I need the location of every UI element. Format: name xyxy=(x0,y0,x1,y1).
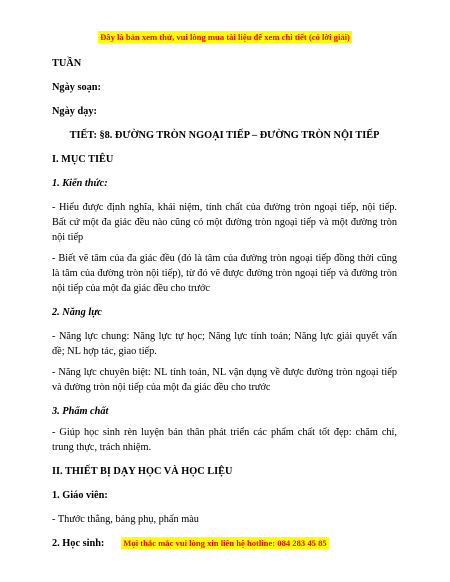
subsection-student: 2. Học sinh: xyxy=(52,538,105,549)
document-body xyxy=(52,56,397,551)
teacher-equipment: - Thước thẳng, bảng phụ, phấn màu xyxy=(52,514,199,525)
knowledge-paragraph-1: - Hiểu được định nghĩa, khái niệm, tính chất của đường tròn ngoại tiếp, nội tiếp. Bất cứ một đa giác đều nào cũng có một đường tròn ngoại tiếp và một đường tròn nội tiếp xyxy=(52,202,397,243)
subsection-knowledge: 1. Kiến thức: xyxy=(52,178,108,189)
preview-banner xyxy=(0,27,450,45)
hotline-banner xyxy=(0,533,450,551)
hotline-banner-text: Mọi thắc mắc vui lòng xin liên hệ hotline: 084 283 45 85 xyxy=(123,538,327,548)
preview-banner-text: Đây là bản xem thử, vui lòng mua tài liệu để xem chi tiết (có lời giải) xyxy=(100,32,350,42)
subsection-competence: 2. Năng lực xyxy=(52,307,102,318)
subsection-teacher: 1. Giáo viên: xyxy=(52,490,108,501)
section-objectives: I. MỤC TIÊU xyxy=(52,154,114,165)
competence-general: - Năng lực chung: Năng lực tự học; Năng lực tính toán; Năng lực giải quyết vấn đề; NL hợp tác, giao tiếp. xyxy=(52,331,397,357)
competence-specific: - Năng lực chuyên biệt: NL tính toán, NL vận dụng về được đường tròn ngoại tiếp và đường tròn nội tiếp của một đa giác đều cho trước xyxy=(52,367,397,393)
qualities-paragraph: - Giúp học sinh rèn luyện bản thân phát triển các phẩm chất tốt đẹp: chăm chỉ, trung thực, trách nhiệm. xyxy=(52,427,397,453)
prep-date-label: Ngày soạn: xyxy=(52,82,101,93)
week-label: TUẦN xyxy=(52,58,82,69)
subsection-qualities: 3. Phẩm chất xyxy=(52,406,109,417)
section-equipment: II. THIẾT BỊ DẠY HỌC VÀ HỌC LIỆU xyxy=(52,466,233,477)
lesson-title: TIẾT: §8. ĐƯỜNG TRÒN NGOẠI TIẾP – ĐƯỜNG TRÒN NỘI TIẾP xyxy=(69,130,380,141)
teach-date-label: Ngày dạy: xyxy=(52,106,97,117)
knowledge-paragraph-2: - Biết vẽ tâm của đa giác đều (đó là tâm của đường tròn ngoại tiếp đồng thời cũng là tâm của đường tròn nội tiếp), từ đó vẽ được đường tròn ngoại tiếp và đường tròn nội tiếp của một đa giác đều cho trước xyxy=(52,253,397,294)
